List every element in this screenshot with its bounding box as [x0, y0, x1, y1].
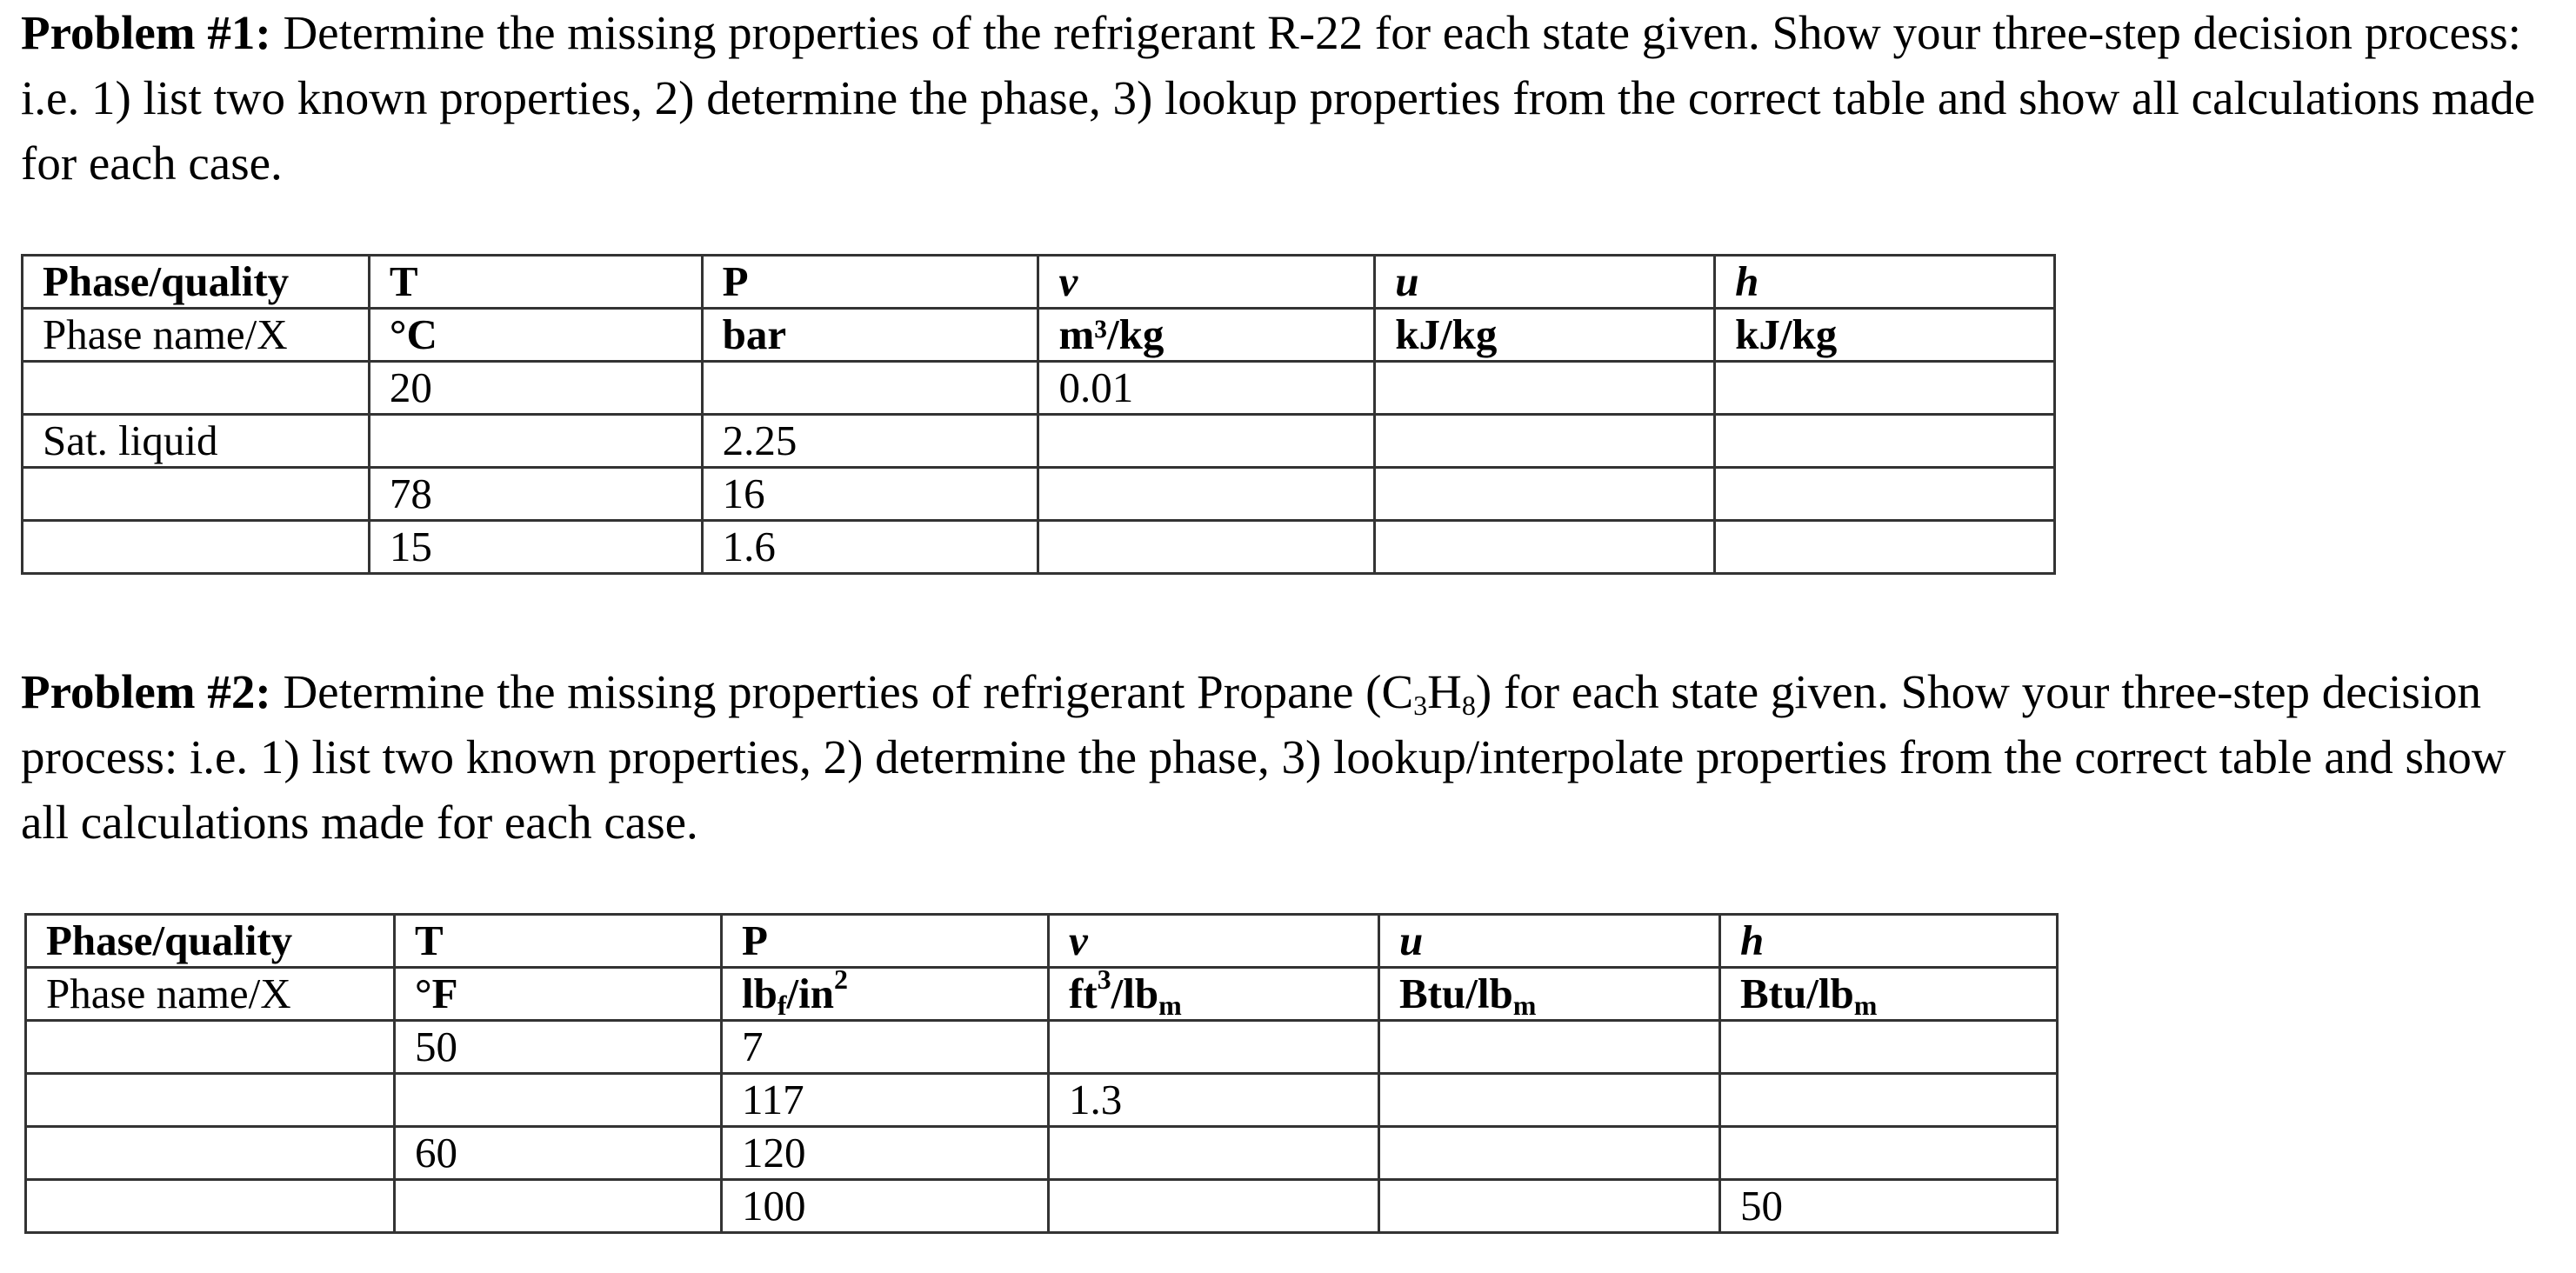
header-internal-energy: u [1375, 256, 1715, 309]
table-cell: 7 [722, 1021, 1049, 1074]
table-cell [26, 1180, 395, 1233]
header-enthalpy: h [1720, 915, 2058, 968]
table-units-row [23, 309, 2055, 362]
r22-properties-table [21, 254, 2056, 575]
problem-2-text-a: Determine the missing properties of refrigerant Propane (C [270, 665, 1414, 718]
table-cell [1049, 1127, 1379, 1180]
unit-temperature: °C [369, 309, 702, 362]
unit-pressure-base: lb [742, 970, 777, 1017]
table-cell [1375, 468, 1715, 521]
table-row [23, 521, 2055, 574]
table-cell: 1.6 [702, 521, 1038, 574]
table-cell [1038, 521, 1375, 574]
table-cell [23, 362, 370, 415]
table-units-row [26, 968, 2058, 1021]
propane-properties-table [24, 913, 2059, 1234]
table-cell [26, 1074, 395, 1127]
unit-internal-energy: kJ/kg [1375, 309, 1715, 362]
unit-energy-base: Btu/lb [1399, 970, 1513, 1017]
table-row [23, 468, 2055, 521]
table-cell [26, 1021, 395, 1074]
table-cell [395, 1074, 722, 1127]
table-cell [1379, 1021, 1720, 1074]
unit-phase: Phase name/X [26, 968, 395, 1021]
table-row [26, 1180, 2058, 1233]
header-temperature: T [395, 915, 722, 968]
table-cell [1038, 468, 1375, 521]
unit-volume-sup: 3 [1097, 963, 1111, 995]
unit-pressure-sup: 2 [834, 963, 849, 995]
table-cell: 1.3 [1049, 1074, 1379, 1127]
table-cell [702, 362, 1038, 415]
problem-1-text: Determine the missing properties of the refrigerant R-22 for each state given. Show your three-step decision process: i.e. 1) list two known properties, 2) determine the phase, 3) lookup properties from the correct table and show all calculations made for each case. [21, 6, 2536, 190]
table-cell [1715, 521, 2055, 574]
header-enthalpy: h [1715, 256, 2055, 309]
unit-specific-volume: m³/kg [1038, 309, 1375, 362]
unit-specific-volume [1049, 963, 1379, 1021]
table-cell: 117 [722, 1074, 1049, 1127]
table-header-row [26, 915, 2058, 968]
table-cell [1049, 1180, 1379, 1233]
table-row [23, 362, 2055, 415]
unit-phase: Phase name/X [23, 309, 370, 362]
subscript-8: 8 [1461, 690, 1476, 721]
problem-1-heading: Problem #1: [21, 6, 271, 59]
header-pressure: P [722, 915, 1049, 968]
subscript-3: 3 [1413, 690, 1428, 721]
table-cell: 2.25 [702, 415, 1038, 468]
unit-pressure [722, 963, 1049, 1021]
table-cell [23, 468, 370, 521]
table-cell [26, 1127, 395, 1180]
header-phase-quality: Phase/quality [26, 915, 395, 968]
table-cell [1715, 362, 2055, 415]
table-cell [1715, 415, 2055, 468]
table-cell: 16 [702, 468, 1038, 521]
unit-volume-mid: /lb [1111, 970, 1159, 1017]
table-row [26, 1021, 2058, 1074]
table-cell [1379, 1127, 1720, 1180]
problem-2-statement [21, 659, 2543, 855]
problem-2-heading: Problem #2: [21, 665, 271, 718]
unit-pressure-sub: f [777, 990, 787, 1021]
table-cell [1720, 1021, 2058, 1074]
unit-volume-base: ft [1069, 970, 1098, 1017]
unit-energy-sub: m [1512, 990, 1537, 1021]
table-cell: 120 [722, 1127, 1049, 1180]
unit-internal-energy [1379, 968, 1720, 1021]
table-cell [1049, 1021, 1379, 1074]
table-cell [395, 1180, 722, 1233]
table-cell [1375, 415, 1715, 468]
table-cell [23, 521, 370, 574]
unit-enthalpy-base: Btu/lb [1740, 970, 1854, 1017]
table-row [26, 1074, 2058, 1127]
problem-1-statement [21, 0, 2543, 196]
table-header-row [23, 256, 2055, 309]
header-phase-quality: Phase/quality [23, 256, 370, 309]
header-specific-volume: v [1049, 915, 1379, 968]
table-cell: 50 [395, 1021, 722, 1074]
unit-enthalpy [1720, 968, 2058, 1021]
header-specific-volume: v [1038, 256, 1375, 309]
header-pressure: P [702, 256, 1038, 309]
header-internal-energy: u [1379, 915, 1720, 968]
problem-2-text-b: H [1427, 665, 1462, 718]
table-cell [1038, 415, 1375, 468]
problem-2-text-c: ) for each state given. Show your three-step decision process: i.e. 1) list two known properties, 2) determine the phase, 3) lookup/interpolate properties from the correct table and show all calculations made for each case. [21, 665, 2506, 849]
table-cell: 50 [1720, 1180, 2058, 1233]
unit-enthalpy: kJ/kg [1715, 309, 2055, 362]
table-cell: 15 [369, 521, 702, 574]
table-cell: 60 [395, 1127, 722, 1180]
table-cell [1375, 362, 1715, 415]
table-row [23, 415, 2055, 468]
table-cell: Sat. liquid [23, 415, 370, 468]
table-cell [1715, 468, 2055, 521]
unit-temperature: °F [395, 968, 722, 1021]
unit-pressure: bar [702, 309, 1038, 362]
table-cell [1720, 1074, 2058, 1127]
table-cell [1379, 1074, 1720, 1127]
table-row [26, 1127, 2058, 1180]
table-cell: 20 [369, 362, 702, 415]
table-cell: 78 [369, 468, 702, 521]
unit-volume-sub: m [1158, 990, 1182, 1021]
table-cell: 100 [722, 1180, 1049, 1233]
table-cell: 0.01 [1038, 362, 1375, 415]
table-cell [369, 415, 702, 468]
unit-enthalpy-sub: m [1853, 990, 1878, 1021]
table-cell [1720, 1127, 2058, 1180]
unit-pressure-mid: /in [786, 970, 835, 1017]
header-temperature: T [369, 256, 702, 309]
table-cell [1379, 1180, 1720, 1233]
table-cell [1375, 521, 1715, 574]
